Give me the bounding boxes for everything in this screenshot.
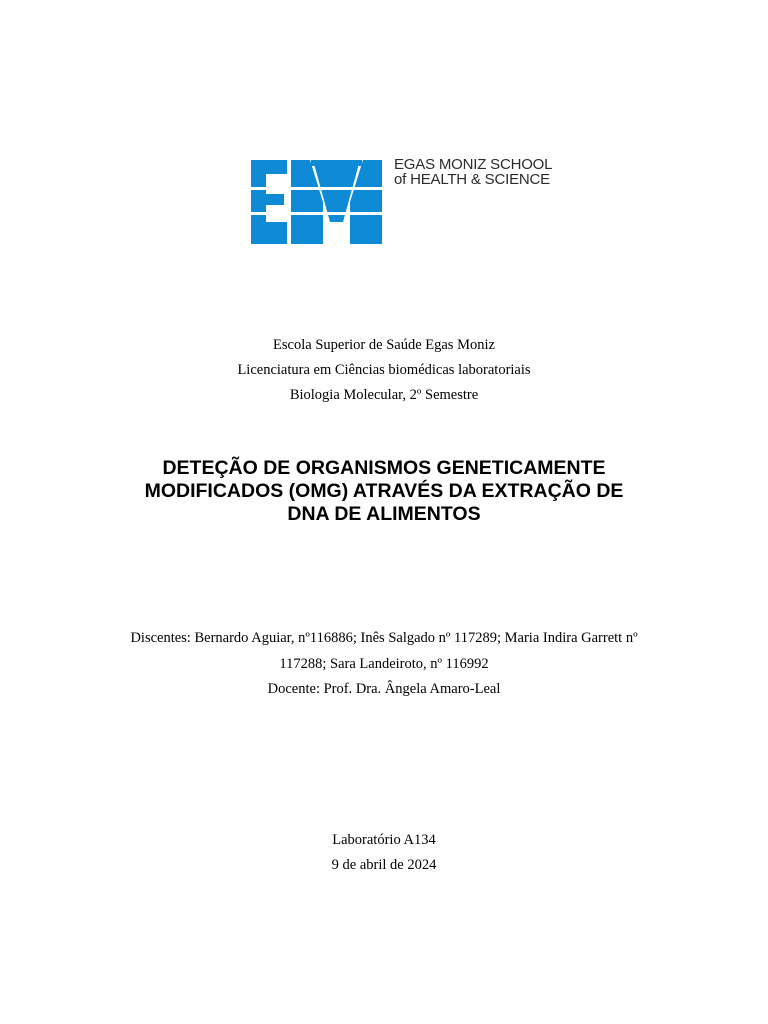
logo-letter-e: [251, 160, 287, 244]
title-line-3: DNA DE ALIMENTOS: [287, 503, 481, 525]
lab-location: Laboratório A134: [332, 832, 436, 848]
students-line-2: 117288; Sara Landeiroto, nº 116992: [279, 655, 489, 672]
logo-wordmark: [394, 157, 552, 187]
institution-block: [0, 333, 768, 408]
school-name: Escola Superior de Saúde Egas Moniz: [273, 337, 495, 353]
degree-name: Licenciatura em Ciências biomédicas laboratoriais: [237, 362, 531, 378]
document-date: 9 de abril de 2024: [331, 857, 437, 873]
footer-block: [0, 828, 768, 878]
students-line-1: Discentes: Bernardo Aguiar, nº116886; Inês Salgado nº 117289; Maria Indira Garrett nº: [130, 630, 638, 646]
title-line-2: MODIFICADOS (OMG) ATRAVÉS DA EXTRAÇÃO DE: [144, 480, 624, 502]
course-name: Biologia Molecular, 2º Semestre: [289, 387, 479, 403]
document-title: [0, 457, 768, 526]
logo-wordmark-line2: of HEALTH & SCIENCE: [394, 171, 550, 188]
logo-letter-m: [291, 160, 382, 244]
egas-moniz-logo: [251, 160, 382, 244]
teacher-line: Docente: Prof. Dra. Ângela Amaro-Leal: [267, 681, 501, 697]
logo-wordmark-line1: EGAS MONIZ SCHOOL: [394, 156, 553, 173]
title-line-1: DETEÇÃO DE ORGANISMOS GENETICAMENTE: [162, 457, 606, 479]
authors-block: [0, 626, 768, 703]
